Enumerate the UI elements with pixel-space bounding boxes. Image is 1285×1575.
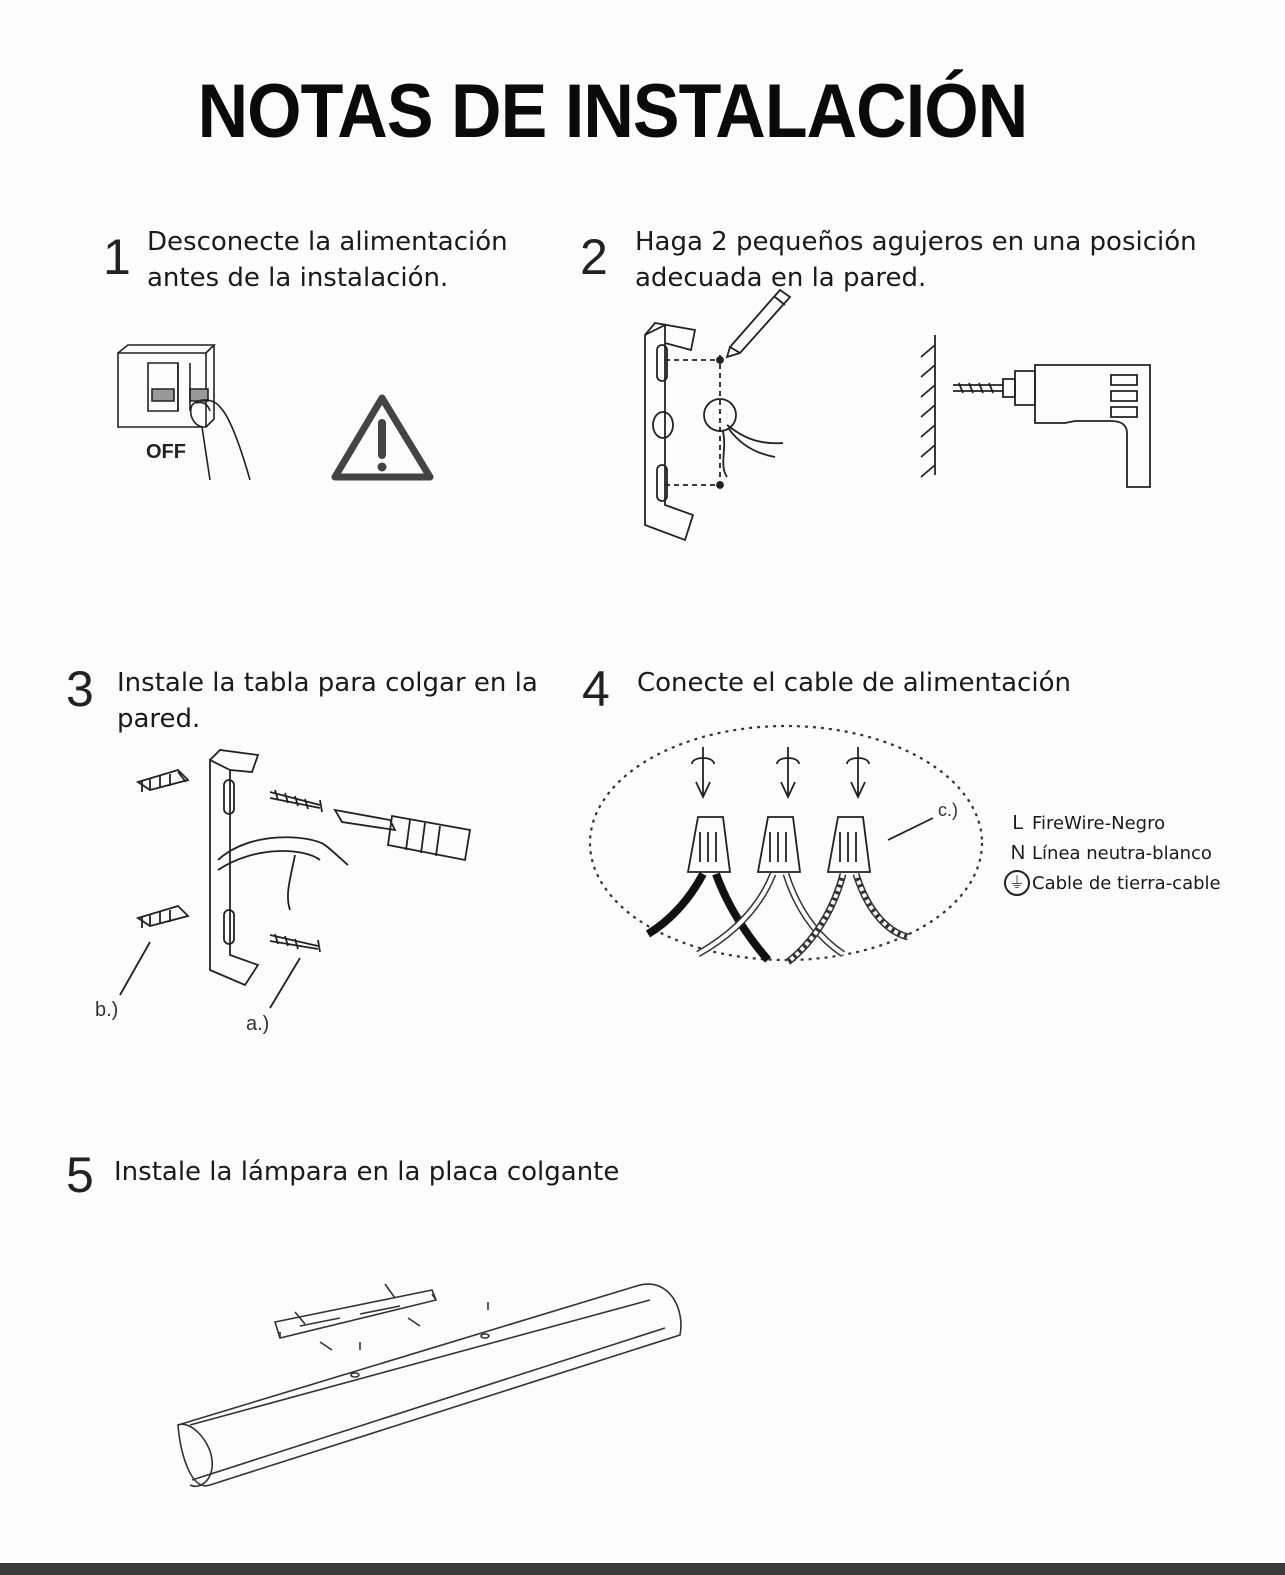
label-c: c.)	[938, 800, 958, 820]
step-1-number: 1	[103, 229, 131, 285]
bracket-marking-illustration	[635, 285, 805, 550]
step-2-number: 2	[580, 229, 608, 285]
ground-icon: ⏚	[1004, 870, 1030, 896]
wire-connectors-illustration	[588, 722, 988, 967]
step-3-number: 3	[66, 661, 94, 717]
legend-item-live	[1004, 808, 1221, 838]
step-2-text: Haga 2 pequeños agujeros en una posición adecuada en la pared.	[635, 227, 1197, 293]
label-a: a.)	[246, 1013, 270, 1035]
legend-item-ground	[1004, 868, 1221, 898]
off-label: OFF	[146, 441, 186, 463]
bottom-bar	[0, 1563, 1285, 1575]
step-1-text: Desconecte la alimentación antes de la instalación.	[147, 227, 508, 293]
page-title: NOTAS DE INSTALACIÓN	[197, 69, 1028, 154]
legend-text-ground: Cable de tierra-cable	[1032, 872, 1221, 894]
step-4-number: 4	[582, 661, 610, 717]
legend-text-live: FireWire-Negro	[1032, 812, 1166, 834]
legend-text-neutral: Línea neutra-blanco	[1032, 842, 1212, 864]
legend-symbol-n: N	[1010, 841, 1026, 864]
drill-illustration	[915, 335, 1155, 495]
step-4-text: Conecte el cable de alimentación	[637, 668, 1071, 698]
label-b: b.)	[95, 999, 119, 1021]
circuit-breaker-illustration	[110, 345, 260, 490]
warning-icon	[330, 393, 435, 483]
legend-item-neutral	[1004, 838, 1221, 868]
step-3-text: Instale la tabla para colgar en la pared.	[117, 668, 538, 734]
legend-symbol-l: L	[1012, 811, 1024, 834]
wire-legend	[1004, 808, 1221, 898]
step-5-number: 5	[66, 1147, 94, 1203]
lamp-install-illustration	[170, 1280, 690, 1490]
step-5-text: Instale la lámpara en la placa colgante	[114, 1157, 620, 1187]
wall-plate-install-illustration	[120, 750, 490, 1040]
